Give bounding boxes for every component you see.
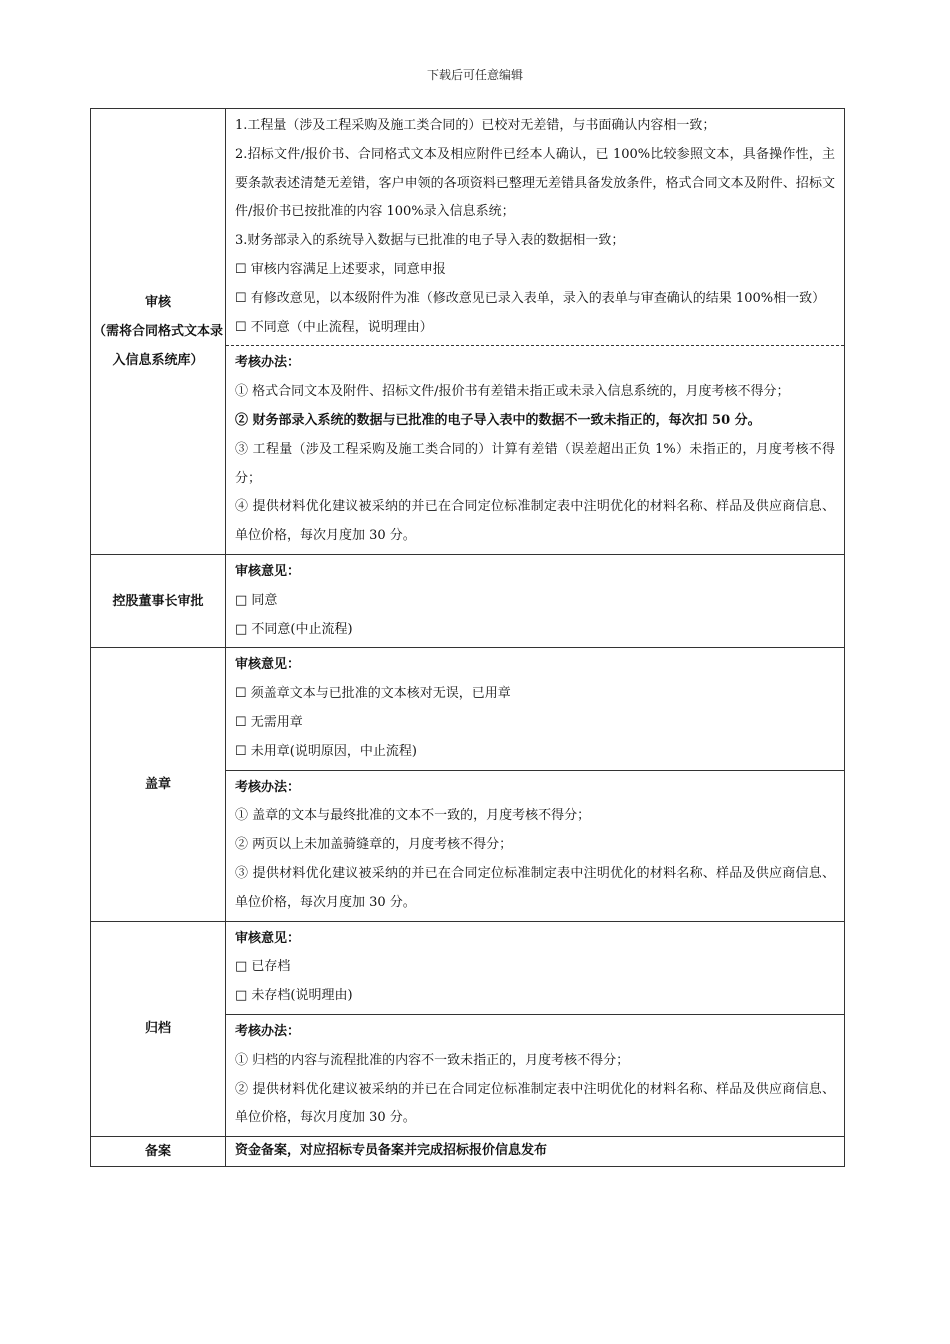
review-item: 2.招标文件/报价书、合同格式文本及相应附件已经本人确认，已 100%比较参照文本，具备操作性，主要条款表述清楚无差错，客户申领的各项资料已整理无差错具备发放条件，格式合同文本及附件、招标文件/报价书已按批准的内容 100%录入信息系统； xyxy=(235,146,835,220)
archive-opinion-title: 审核意见： xyxy=(235,930,301,946)
chairman-content-cell xyxy=(226,554,845,647)
filing-label: 备案 xyxy=(91,1137,226,1167)
seal-method: ③ 提供材料优化建议被采纳的并已在合同定位标准制定表中注明优化的材料名称、样品及供应商信息、单位价格，每次月度加 30 分。 xyxy=(235,865,835,910)
chairman-opinion-title: 审核意见： xyxy=(235,563,301,579)
seal-option-checkbox[interactable]: ☐ 未用章(说明原因，中止流程) xyxy=(235,743,417,759)
review-method-title: 考核办法： xyxy=(235,355,301,371)
seal-option-checkbox[interactable]: ☐ 须盖章文本与已批准的文本核对无误，已用章 xyxy=(235,686,511,702)
review-method: ② 财务部录入系统的数据与已批准的电子导入表中的数据不一致未指正的，每次扣 50 分。 xyxy=(235,412,761,428)
review-option-checkbox[interactable]: ☐ 审核内容满足上述要求，同意申报 xyxy=(235,261,446,277)
seal-method: ② 两页以上未加盖骑缝章的，月度考核不得分； xyxy=(235,837,513,853)
filing-content: 资金备案，对应招标专员备案并完成招标报价信息发布 xyxy=(235,1143,548,1159)
seal-method-title: 考核办法： xyxy=(235,779,301,795)
seal-option-checkbox[interactable]: ☐ 无需用章 xyxy=(235,714,303,730)
archive-option-checkbox[interactable]: □ 已存档 xyxy=(235,959,291,975)
archive-section xyxy=(91,921,845,1137)
seal-opinion-title: 审核意见： xyxy=(235,657,301,673)
archive-content-cell xyxy=(226,921,845,1137)
archive-option-checkbox[interactable]: □ 未存档(说明理由) xyxy=(235,988,353,1004)
review-label: 审核 xyxy=(144,294,171,310)
review-option-checkbox[interactable]: ☐ 不同意（中止流程，说明理由） xyxy=(235,319,433,335)
review-content-cell xyxy=(226,109,845,555)
review-items xyxy=(226,109,844,345)
filing-content-cell xyxy=(226,1137,845,1167)
chairman-section xyxy=(91,554,845,647)
review-item: 1.工程量（涉及工程采购及施工类合同的）已校对无差错，与书面确认内容相一致； xyxy=(235,118,716,133)
review-methods xyxy=(226,346,844,554)
archive-method-title: 考核办法： xyxy=(235,1023,301,1039)
archive-method: ① 归档的内容与流程批准的内容不一致未指正的，月度考核不得分； xyxy=(235,1052,630,1068)
archive-label: 归档 xyxy=(91,921,226,1137)
review-label-cell xyxy=(91,109,226,555)
review-section xyxy=(91,109,845,555)
archive-method: ② 提供材料优化建议被采纳的并已在合同定位标准制定表中注明优化的材料名称、样品及供应商信息、单位价格，每次月度加 30 分。 xyxy=(235,1081,835,1126)
filing-section xyxy=(91,1137,845,1167)
seal-section xyxy=(91,648,845,921)
review-label-note: （需将合同格式文本录入信息系统库） xyxy=(92,323,223,368)
page-header: 下载后可任意编辑 xyxy=(426,68,523,82)
review-option-checkbox[interactable]: ☐ 有修改意见，以本级附件为准（修改意见已录入表单，录入的表单与审查确认的结果 100%相一致） xyxy=(235,290,826,306)
review-method: ① 格式合同文本及附件、招标文件/报价书有差错未指正或未录入信息系统的，月度考核不得分； xyxy=(235,384,790,400)
seal-method: ① 盖章的文本与最终批准的文本不一致的，月度考核不得分； xyxy=(235,808,591,824)
seal-content-cell xyxy=(226,648,845,921)
review-method: ③ 工程量（涉及工程采购及施工类合同的）计算有差错（误差超出正负 1%）未指正的，月度考核不得分； xyxy=(235,441,835,486)
review-item: 3.财务部录入的系统导入数据与已批准的电子导入表的数据相一致； xyxy=(235,233,625,249)
chairman-label: 控股董事长审批 xyxy=(91,554,226,647)
chairman-option-checkbox[interactable]: □ 同意 xyxy=(235,592,278,608)
chairman-option-checkbox[interactable]: □ 不同意(中止流程) xyxy=(235,621,353,637)
review-method: ④ 提供材料优化建议被采纳的并已在合同定位标准制定表中注明优化的材料名称、样品及供应商信息、单位价格，每次月度加 30 分。 xyxy=(235,499,835,544)
approval-table xyxy=(90,108,845,1167)
seal-label: 盖章 xyxy=(91,648,226,921)
